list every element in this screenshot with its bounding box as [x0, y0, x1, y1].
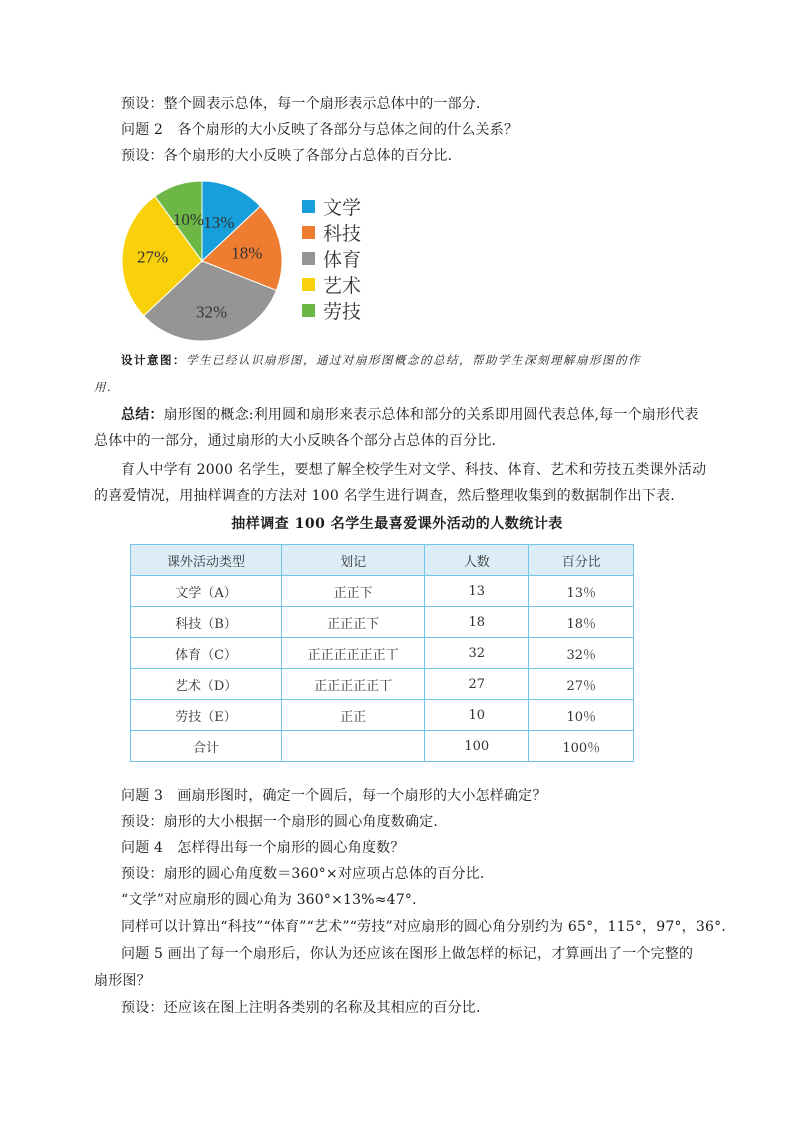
text-question-5-line-2: 扇形图？	[94, 973, 151, 989]
cell-tally: 正正	[282, 700, 425, 731]
legend-swatch	[302, 226, 315, 239]
cell-percent: 10％	[529, 700, 634, 731]
table-row	[131, 700, 634, 731]
legend-label: 体育	[323, 248, 362, 271]
table-row	[131, 607, 634, 638]
cell-count: 27	[425, 669, 529, 700]
text-question-2: 问题 2 各个扇形的大小反映了各部分与总体之间的什么关系？	[121, 122, 519, 138]
cell-percent: 27％	[529, 669, 634, 700]
text-answer-4-1: 预设：扇形的圆心角度数＝360°×对应项占总体的百分比．	[121, 866, 495, 882]
legend-item-art	[302, 271, 361, 297]
label-technology: 18%	[231, 243, 263, 263]
legend-label: 劳技	[323, 300, 362, 323]
summary-line-2: 总体中的一部分，通过扇形的大小反映各个部分占总体的百分比．	[94, 433, 506, 449]
text-question-5-line-1: 问题 5 画出了每一个扇形后，你认为还应该在图形上做怎样的标记，才算画出了一个完整的	[121, 946, 694, 962]
legend-swatch	[302, 304, 315, 317]
stats-table	[130, 544, 634, 762]
cell-tally: 正正正下	[282, 607, 425, 638]
intro-line-2: 的喜爱情况，用抽样调查的方法对 100 名学生进行调查，然后整理收集到的数据制作出下表.	[94, 488, 675, 504]
legend-item-technology	[302, 219, 361, 245]
cell-percent: 32％	[529, 638, 634, 669]
text-answer-4-3: 同样可以计算出“科技”“体育”“艺术”“劳技”对应扇形的圆心角分别约为 65°，115°，97°，36°.	[121, 919, 726, 935]
cell-percent: 100％	[529, 731, 634, 762]
cell-activity: 合计	[131, 731, 282, 762]
label-literature: 13%	[203, 213, 235, 233]
header-count: 人数	[425, 545, 529, 576]
legend-label: 科技	[323, 222, 362, 245]
text-answer-4-2: “文学”对应扇形的圆心角为 360°×13%≈47°.	[121, 892, 417, 908]
summary-line-1	[121, 405, 699, 425]
summary-text: 扇形图的概念:利用圆和扇形来表示总体和部分的关系即用圆代表总体,每一个扇形代表	[163, 407, 699, 423]
legend-label: 艺术	[323, 274, 362, 297]
cell-count: 100	[425, 731, 529, 762]
cell-activity: 劳技（E）	[131, 700, 282, 731]
legend-item-labor	[302, 297, 361, 323]
cell-count: 32	[425, 638, 529, 669]
cell-tally: 正正正正正丅	[282, 669, 425, 700]
legend-swatch	[302, 200, 315, 213]
table-row	[131, 638, 634, 669]
text-answer-5: 预设：还应该在图上注明各类别的名称及其相应的百分比．	[121, 1000, 491, 1016]
text-question-4: 问题 4 怎样得出每一个扇形的圆心角度数？	[121, 840, 405, 856]
label-labor: 10%	[172, 210, 204, 230]
intro-line-1: 育人中学有 2000 名学生，要想了解全校学生对文学、科技、体育、艺术和劳技五类课外活动	[121, 462, 707, 478]
cell-count: 18	[425, 607, 529, 638]
design-intent-label: 设计意图：	[121, 353, 186, 367]
text-preset-1: 预设：整个圆表示总体，每一个扇形表示总体中的一部分．	[121, 96, 491, 112]
header-percent: 百分比	[529, 545, 634, 576]
pie-chart-svg	[118, 178, 288, 344]
table-title: 抽样调查 100 名学生最喜爱课外活动的人数统计表	[231, 516, 563, 532]
cell-count: 10	[425, 700, 529, 731]
cell-percent: 13％	[529, 576, 634, 607]
table-header-row	[131, 545, 634, 576]
design-intent-text: 学生已经认识扇形图，通过对扇形图概念的总结，帮助学生深刻理解扇形图的作	[186, 353, 641, 367]
text-preset-2: 预设：各个扇形的大小反映了各部分占总体的百分比．	[121, 148, 462, 164]
table-row	[131, 576, 634, 607]
cell-percent: 18％	[529, 607, 634, 638]
header-tally: 划记	[282, 545, 425, 576]
cell-tally: 正正下	[282, 576, 425, 607]
cell-activity: 文学（A）	[131, 576, 282, 607]
legend-item-sports	[302, 245, 361, 271]
cell-activity: 艺术（D）	[131, 669, 282, 700]
cell-activity: 科技（B）	[131, 607, 282, 638]
legend-label: 文学	[323, 196, 362, 219]
summary-label: 总结：	[121, 407, 164, 423]
legend-item-literature	[302, 193, 361, 219]
cell-count: 13	[425, 576, 529, 607]
cell-tally: 正正正正正正丅	[282, 638, 425, 669]
text-answer-3: 预设：扇形的大小根据一个扇形的圆心角度数确定.	[121, 814, 439, 830]
design-intent-cont: 用.	[94, 380, 113, 394]
label-art: 27%	[137, 247, 169, 267]
cell-tally	[282, 731, 425, 762]
legend-swatch	[302, 278, 315, 291]
text-question-3: 问题 3 画扇形图时，确定一个圆后，每一个扇形的大小怎样确定？	[121, 788, 547, 804]
label-sports: 32%	[196, 302, 228, 322]
header-activity-type: 课外活动类型	[131, 545, 282, 576]
legend-swatch	[302, 252, 315, 265]
design-intent	[121, 352, 641, 368]
table-row	[131, 669, 634, 700]
cell-activity: 体育（C）	[131, 638, 282, 669]
pie-chart	[118, 178, 288, 344]
table-total-row	[131, 731, 634, 762]
